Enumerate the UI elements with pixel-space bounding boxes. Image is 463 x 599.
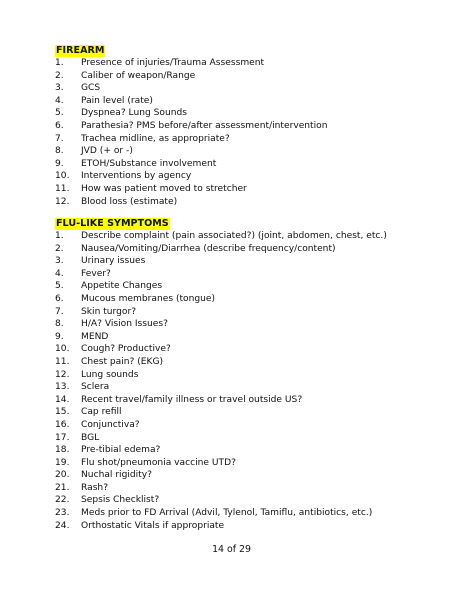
item-text: ETOH/Substance involvement [81,158,217,169]
list-item [55,444,435,457]
list-item [55,507,435,520]
item-number: 24. [55,520,70,531]
item-number: 9. [55,158,64,169]
item-text: Rash? [81,482,109,493]
item-text: Parathesia? PMS before/after assessment/intervention [81,120,328,131]
item-text: Pre-tibial edema? [81,445,161,456]
item-text: GCS [81,83,101,94]
list-item [55,469,435,482]
item-number: 8. [55,319,64,330]
list-item [55,70,435,83]
list-item [55,255,435,268]
item-number: 12. [55,369,70,380]
list-item [55,293,435,306]
item-text: Mucous membranes (tongue) [81,293,216,304]
list-item [55,95,435,108]
item-number: 10. [55,344,70,355]
item-number: 1. [55,58,64,68]
item-number: 14. [55,394,70,405]
list-item [55,494,435,507]
list-item [55,482,435,495]
list-item [55,82,435,95]
item-text: Cap refill [81,407,122,418]
item-text: Meds prior to FD Arrival (Advil, Tylenol, Tamiflu, antibiotics, etc.) [81,508,373,519]
item-number: 20. [55,470,70,481]
item-number: 5. [55,281,64,292]
list-item [55,57,435,70]
item-text: How was patient moved to stretcher [81,183,247,194]
list-item [55,243,435,256]
list-item [55,196,435,209]
item-number: 2. [55,243,64,254]
item-number: 19. [55,457,70,468]
list-item [55,406,435,419]
list-item [55,268,435,281]
list-item [55,145,435,158]
list-item [55,170,435,183]
item-number: 9. [55,331,64,342]
item-number: 22. [55,495,70,506]
list-item [55,381,435,394]
item-text: Interventions by agency [81,171,192,182]
list-item [55,107,435,120]
list-item [55,120,435,133]
item-number: 6. [55,120,64,131]
list-item [55,158,435,171]
item-number: 13. [55,382,70,393]
item-text: Sepsis Checklist? [81,495,160,506]
item-text: Trachea midline, as appropriate? [81,133,230,144]
item-text: Orthostatic Vitals if appropriate [81,520,225,531]
item-number: 8. [55,146,64,157]
list-item [55,331,435,344]
item-number: 3. [55,83,64,94]
item-number: 18. [55,445,70,456]
item-number: 11. [55,183,70,194]
list-item [55,230,435,243]
item-number: 4. [55,95,64,106]
item-number: 16. [55,419,70,430]
item-text: Urinary issues [81,256,146,267]
section-heading-flu-like-symptoms: FLU-LIKE SYMPTOMS [56,218,169,229]
list-item [55,343,435,356]
item-text: Appetite Changes [81,281,163,292]
item-number: 17. [55,432,70,443]
item-text: Lung sounds [81,369,139,380]
page-number: 14 of 29 [212,544,251,555]
item-text: Describe complaint (pain associated?) (joint, abdomen, chest, etc.) [81,231,387,241]
item-number: 2. [55,70,64,81]
item-number: 3. [55,256,64,267]
item-number: 10. [55,171,70,182]
item-number: 6. [55,293,64,304]
item-number: 21. [55,482,70,493]
list-item [55,432,435,445]
item-number: 12. [55,196,70,207]
list-item [55,133,435,146]
item-text: BGL [81,432,100,443]
item-text: Nausea/Vomiting/Diarrhea (describe frequency/content) [81,243,336,254]
list-item [55,369,435,382]
item-text: Conjunctiva? [81,419,140,430]
item-text: Presence of injuries/Trauma Assessment [81,58,265,68]
list-item [55,457,435,470]
item-number: 5. [55,108,64,119]
item-text: Caliber of weapon/Range [81,70,196,81]
item-text: Blood loss (estimate) [81,196,178,207]
item-text: Skin turgor? [81,306,137,317]
list-item [55,356,435,369]
firearm-checklist [55,57,435,208]
item-number: 11. [55,356,70,367]
item-text: Chest pain? (EKG) [81,356,164,367]
list-item [55,520,435,533]
item-number: 23. [55,508,70,519]
item-text: Flu shot/pneumonia vaccine UTD? [81,457,236,468]
list-item [55,394,435,407]
item-text: Nuchal rigidity? [81,470,152,481]
item-text: Recent travel/family illness or travel outside US? [81,394,303,405]
item-text: JVD (+ or -) [81,146,133,157]
item-text: Pain level (rate) [81,95,153,106]
list-item [55,318,435,331]
item-text: Dyspnea? Lung Sounds [81,108,188,119]
item-text: MEND [81,331,109,342]
item-number: 7. [55,306,64,317]
item-number: 15. [55,407,70,418]
item-text: Cough? Productive? [81,344,171,355]
list-item [55,306,435,319]
item-text: Sclera [81,382,110,393]
list-item [55,419,435,432]
item-number: 4. [55,268,64,279]
item-number: 1. [55,231,64,241]
item-text: Fever? [81,268,111,279]
item-text: H/A? Vision Issues? [81,319,168,330]
item-number: 7. [55,133,64,144]
list-item [55,183,435,196]
section-heading-firearm: FIREARM [56,45,105,56]
flu-like-symptoms-checklist [55,230,435,532]
list-item [55,280,435,293]
